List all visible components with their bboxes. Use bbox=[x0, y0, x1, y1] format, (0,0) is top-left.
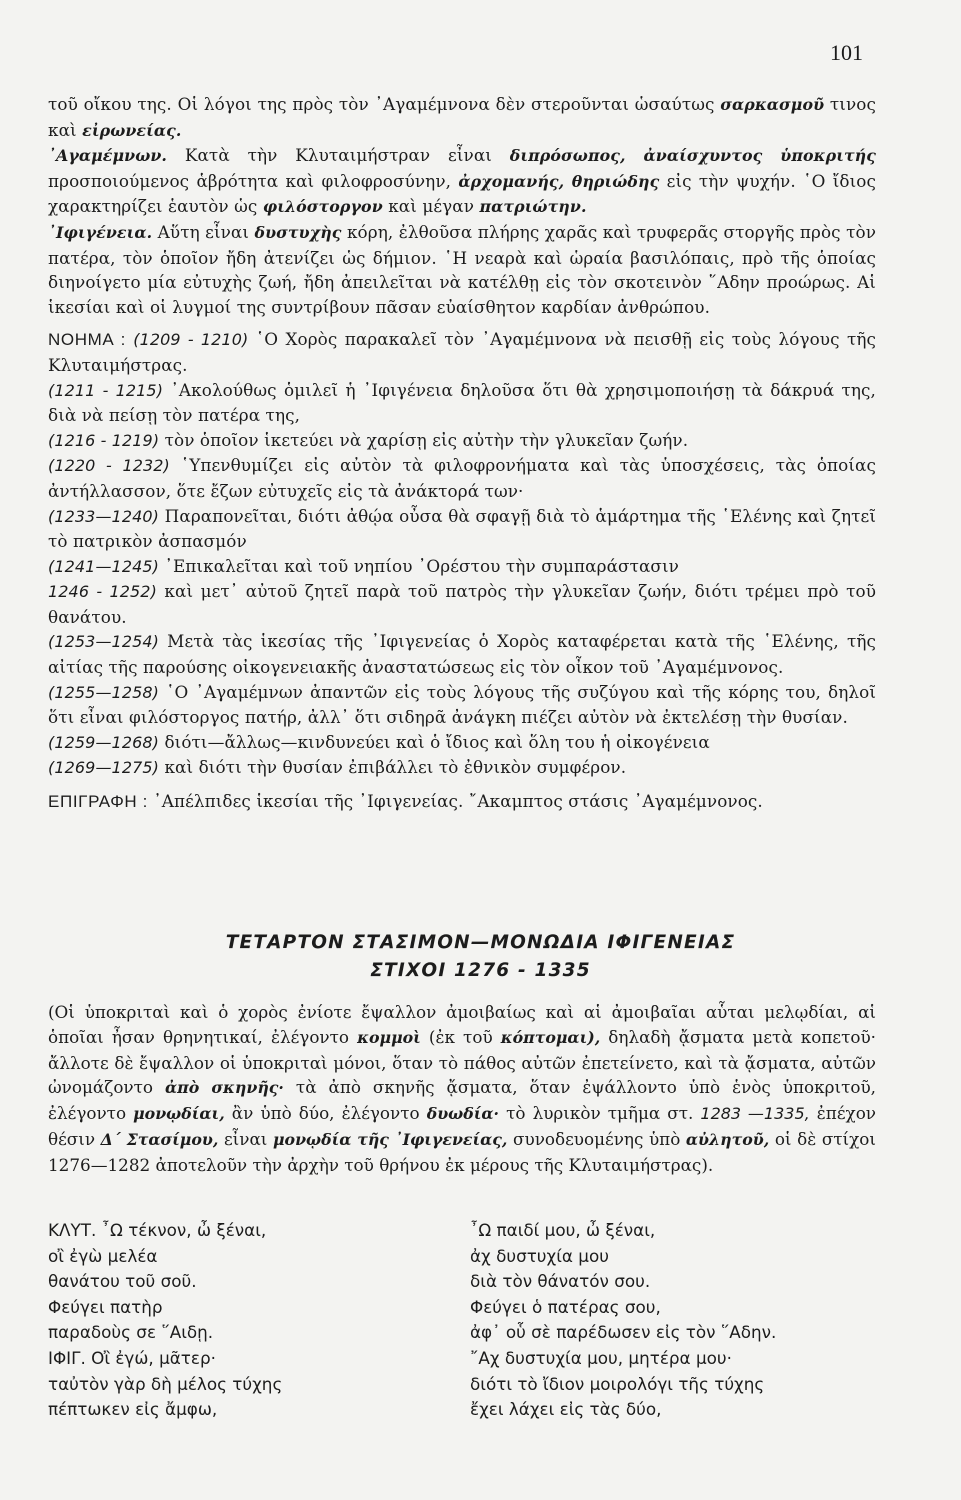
emphasized-text: σαρκασμοῦ bbox=[720, 95, 825, 114]
text-run: καὶ διότι τὴν θυσίαν ἐπιβάλλει τὸ ἐθνικὸν συμφέρον. bbox=[159, 757, 627, 778]
paragraph bbox=[48, 579, 876, 629]
paragraph bbox=[48, 378, 876, 428]
text-run: Μετὰ τὰς ἱκεσίας τῆς ᾿Ιφιγενείας ὁ Χορὸς καταφέρεται κατὰ τῆς ῾Ελένης, τῆς αἰτίας τῆς παρούσης οἰκογενειακῆς ἀναστατώσεως εἰς τὸν οἶκον τοῦ ᾿Αγαμέμνονος. bbox=[48, 631, 876, 678]
intro-paragraph bbox=[48, 1000, 876, 1178]
poem-line: διότι τὸ ἴδιον μοιρολόγι τῆς τύχης bbox=[470, 1373, 765, 1394]
line-reference: (1211 - 1215) bbox=[48, 380, 164, 400]
poem-line: ἀφ᾿ οὗ σὲ παρέδωσεν εἰς τὸν ῞Αδην. bbox=[470, 1322, 777, 1343]
paragraph bbox=[48, 92, 876, 143]
text-run: ᾿Ακολούθως ὁμιλεῖ ἡ ᾿Ιφιγένεια δηλοῦσα ὅτι θὰ χρησιμοποιήσῃ τὰ δάκρυά της, διὰ νὰ πείσῃ τὸν πατέρα της, bbox=[48, 379, 876, 426]
poem-line: πέπτωκεν εἰς ἄμφω, bbox=[48, 1399, 218, 1420]
line-reference: (1269—1275) bbox=[48, 758, 160, 778]
emphasized-text: μονῳδίαι, bbox=[133, 1104, 225, 1124]
poem-line: διὰ τὸν θάνατόν σου. bbox=[470, 1271, 651, 1292]
text-run: τινος καὶ bbox=[48, 94, 876, 140]
text-run: εἰς τὴν ψυχήν. ῾Ο ἴδιος χαρακτηρίζει ἑαυτὸν ὡς bbox=[48, 170, 876, 217]
line-reference: (1241—1245) bbox=[48, 556, 160, 576]
text-run: συνοδευομένης ὑπὸ bbox=[507, 1128, 686, 1149]
text-run: προσποιούμενος ἁβρότητα καὶ φιλοφροσύνην, bbox=[48, 170, 459, 191]
emphasized-text: δυστυχὴς bbox=[254, 222, 342, 242]
text-run: οἱ δὲ στίχοι 1276—1282 ἀποτελοῦν τὴν ἀρχὴν τοῦ θρήνου ἐκ μέρους τῆς Κλυταιμήστρας). bbox=[48, 1128, 876, 1175]
poem-line: παραδοὺς σε ῞Αιδῃ. bbox=[48, 1322, 214, 1343]
commentary-text bbox=[48, 92, 876, 815]
poem-line: Φεύγει ὁ πατέρας σου, bbox=[470, 1296, 661, 1317]
text-run: τοῦ οἴκου της. Οἱ λόγοι της πρὸς τὸν ᾿Αγαμέμνονα δὲν στεροῦνται ὡσαύτως bbox=[48, 94, 721, 114]
emphasized-text: κόπτομαι), bbox=[500, 1027, 601, 1047]
text-run: Αὕτη εἶναι bbox=[152, 221, 255, 242]
poem-line: ΙΦΙΓ. Οἲ ἐγώ, μᾶτερ· bbox=[48, 1347, 216, 1368]
section-subheading: ΣΤΙΧΟΙ 1276 - 1335 bbox=[370, 960, 591, 981]
emphasized-text: αὐλητοῦ, bbox=[685, 1129, 770, 1149]
paragraph bbox=[48, 789, 876, 815]
text-run: κόρη, ἐλθοῦσα πλήρης χαρᾶς καὶ τρυφερᾶς στοργῆς πρὸς τὸν πατέρα, τὸν ὁποῖον ἤδη ἀτενίζει ὡς δήμιον. ῾Η νεαρὰ καὶ ὡραία βασιλόπαις, πρὸ τῆς ὁποίας διηνοίγετο μία εὐτυχὴς ζωή, ἤδη ἀπειλεῖται νὰ κατέλθῃ εἰς τὸν σκοτεινὸν ῞Αδην προώρως. Αἱ ἱκεσίαι καὶ οἱ λυγμοί της συντρίβουν πᾶσαν εὐαίσθητον καρδίαν ἀνθρώπου. bbox=[48, 221, 877, 317]
paragraph bbox=[48, 680, 876, 730]
emphasized-text: φιλόστοργον bbox=[262, 197, 383, 217]
text-run: τὸν ὁποῖον ἱκετεύει νὰ χαρίσῃ εἰς αὐτὴν τὴν γλυκεῖαν ζωήν. bbox=[159, 429, 689, 450]
paragraph bbox=[48, 629, 876, 679]
text-run: ἐπέχον θέσιν bbox=[48, 1103, 876, 1149]
poem-translation-column bbox=[470, 1218, 890, 1423]
paragraph bbox=[48, 554, 876, 580]
text-run: Κατὰ τὴν Κλυταιμήστραν εἶναι bbox=[167, 145, 510, 166]
text-run: ῾Ο Χορὸς παρακαλεῖ τὸν ᾿Αγαμέμνονα νὰ πεισθῇ εἰς τοὺς λόγους τῆς Κλυταιμήστρας. bbox=[48, 329, 877, 375]
page-number: 101 bbox=[830, 40, 863, 65]
line-reference: (1216 - 1219) bbox=[48, 430, 160, 450]
emphasized-text: διπρόσωπος, ἀναίσχυντος ὑποκριτής bbox=[509, 146, 876, 166]
poem-line: ἀχ δυστυχία μου bbox=[470, 1245, 609, 1266]
poem-line: ἔχει λάχει εἰς τὰς δύο, bbox=[470, 1399, 662, 1420]
emphasized-text: ᾿Αγαμέμνων. bbox=[48, 146, 168, 166]
paragraph bbox=[48, 755, 876, 781]
text-run: ῾Υπενθυμίζει εἰς αὐτὸν τὰ φιλοφρονήματα καὶ τὰς ὑποσχέσεις, τὰς ὁποίας ἀντήλλασσον, ὅτε ἔζων εὐτυχεῖς εἰς τὰ ἀνάκτορά των· bbox=[48, 455, 876, 501]
emphasized-text: πατριώτην. bbox=[479, 197, 587, 217]
section-label: ΝΟΗΜΑ : bbox=[48, 330, 134, 350]
paragraph bbox=[48, 143, 876, 220]
emphasized-text: ᾿Ιφιγένεια. bbox=[48, 222, 153, 242]
text-run: εἶναι bbox=[218, 1128, 273, 1149]
paragraph bbox=[48, 327, 876, 377]
text-run: διότι—ἄλλως—κινδυνεύει καὶ ὁ ἴδιος καὶ ὅλη του ἡ οἰκογένεια bbox=[159, 731, 710, 752]
poem-original-column bbox=[48, 1218, 428, 1423]
poem-line: ταὐτὸν γὰρ δὴ μέλος τύχης bbox=[48, 1373, 283, 1394]
emphasized-text: δυωδία· bbox=[426, 1104, 500, 1124]
poem-line: ῎Αχ δυστυχία μου, μητέρα μου· bbox=[470, 1347, 732, 1368]
poem-line: ΚΛΥΤ. ῏Ω τέκνον, ὦ ξέναι, bbox=[48, 1220, 267, 1240]
paragraph bbox=[48, 220, 876, 319]
section-heading: ΤΕΤΑΡΤΟΝ ΣΤΑΣΙΜΟΝ—ΜΟΝΩΔΙΑ ΙΦΙΓΕΝΕΙΑΣ bbox=[225, 932, 736, 953]
text-run: καὶ μετ᾿ αὐτοῦ ζητεῖ παρὰ τοῦ πατρὸς τὴν γλυκεῖαν ζωήν, διότι τρέμει πρὸ τοῦ θανάτου. bbox=[48, 581, 877, 627]
poem-line: οἲ ἐγὼ μελέα bbox=[48, 1245, 158, 1266]
emphasized-text: μονῳδία τῆς ᾿Ιφιγενείας, bbox=[272, 1129, 508, 1149]
text-run: ᾿Επικαλεῖται καὶ τοῦ νηπίου ᾿Ορέστου τὴν συμπαράστασιν bbox=[159, 555, 679, 576]
text-run: Παραπονεῖται, διότι ἀθῴα οὖσα θὰ σφαγῇ διὰ τὸ ἁμάρτημα τῆς ῾Ελένης καὶ ζητεῖ τὸ πατρικὸν ἀσπασμόν bbox=[48, 505, 876, 552]
text-run: ῾Ο ᾿Αγαμέμνων ἀπαντῶν εἰς τοὺς λόγους τῆς συζύγου καὶ τῆς κόρης του, δηλοῖ ὅτι εἶναι φιλόστοργος πατήρ, ἀλλ᾿ ὅτι σιδηρᾶ ἀνάγκη πιέζει αὐτὸν νὰ ἐκτελέσῃ τὴν θυσίαν. bbox=[48, 681, 876, 728]
text-run: ᾿Απέλπιδες ἱκεσίαι τῆς ᾿Ιφιγενείας. ῎Ακαμπτος στάσις ᾿Αγαμέμνονος. bbox=[153, 791, 763, 812]
paragraph bbox=[48, 453, 876, 503]
text-run: (Οἱ ὑποκριταὶ καὶ ὁ χορὸς ἐνίοτε ἔψαλλον ἀμοιβαίως καὶ αἱ ἀμοιβαῖαι αὗται μελῳδίαι, αἱ ὁποῖαι ἦσαν θρηνητικαί, ἐλέγοντο bbox=[48, 1002, 876, 1047]
line-reference: (1253—1254) bbox=[48, 632, 160, 652]
line-reference: (1255—1258) bbox=[48, 682, 160, 702]
line-reference: (1259—1268) bbox=[48, 732, 160, 752]
emphasized-text: Δ΄ Στασίμου, bbox=[100, 1129, 219, 1149]
poem-line: Φεύγει πατὴρ bbox=[48, 1296, 163, 1317]
text-run: (ἐκ τοῦ bbox=[420, 1026, 501, 1047]
text-run: τὰ ἀπὸ σκηνῆς ᾄσματα, ὅταν ἐψάλλοντο ὑπὸ ἑνὸς ὑποκριτοῦ, ἐλέγοντο bbox=[48, 1077, 876, 1124]
section-label: ΕΠΙΓΡΑΦΗ : bbox=[48, 792, 154, 812]
paragraph bbox=[48, 428, 876, 454]
text-run: καὶ μέγαν bbox=[382, 196, 480, 217]
poem-line: θανάτου τοῦ σοῦ. bbox=[48, 1271, 197, 1292]
poem-line: ῏Ω παιδί μου, ὦ ξέναι, bbox=[470, 1220, 656, 1240]
paragraph bbox=[48, 730, 876, 756]
emphasized-text: κομμοὶ bbox=[357, 1027, 421, 1047]
paragraph bbox=[48, 504, 876, 554]
line-reference: 1283 —1335, bbox=[700, 1104, 810, 1124]
line-reference: (1220 - 1232) bbox=[48, 456, 170, 476]
text-run: ἂν ὑπὸ δύο, ἐλέγοντο bbox=[224, 1103, 427, 1124]
emphasized-text: εἰρωνείας. bbox=[82, 120, 182, 140]
emphasized-text: ἀπὸ σκηνῆς· bbox=[165, 1078, 284, 1098]
line-reference: (1233—1240) bbox=[48, 506, 160, 526]
text-run: δηλαδὴ ᾄσματα μετὰ κοπετοῦ· ἄλλοτε δὲ ἔψαλλον οἱ ὑποκριταὶ μόνοι, ὅταν τὸ πάθος αὐτῶν ἐπετείνετο, καὶ τὰ ᾄσματα, αὐτῶν ὠνομάζοντο bbox=[48, 1026, 876, 1098]
line-reference: (1209 - 1210) bbox=[133, 330, 249, 350]
line-reference: 1246 - 1252) bbox=[48, 582, 157, 602]
emphasized-text: ἀρχομανής, θηριώδης bbox=[458, 171, 660, 191]
text-run: τὸ λυρικὸν τμῆμα στ. bbox=[499, 1103, 701, 1124]
